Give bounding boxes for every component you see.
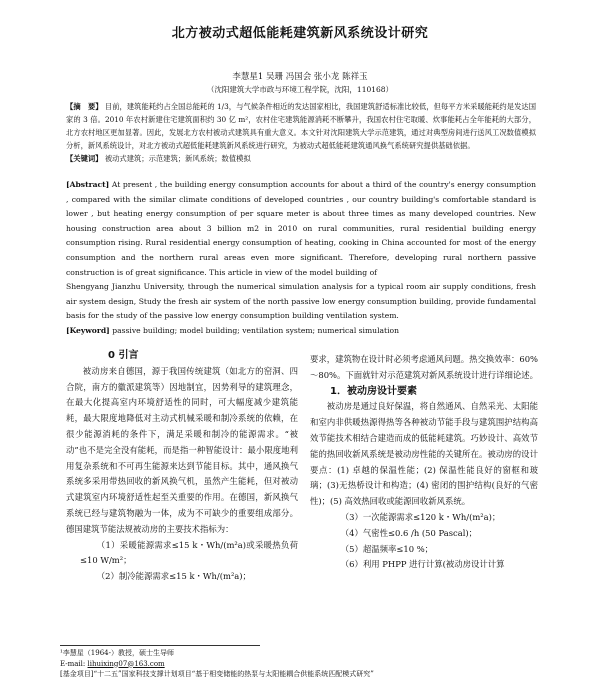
section-1-heading: 1．被动房设计要素 [330, 385, 417, 397]
cn-abstract-text: 目前，建筑能耗约占全国总能耗的 1/3，与气候条件相近的发达国家相比，我国建筑舒适标准比较低，但每平方米采暖能耗约是发达国家的 3 倍。2010 年农村新建住宅建筑面积约 30 亿 m²，农村住宅建筑能源消耗不断攀升，我国农村住宅取暖、炊事能耗占全年能耗的大部分，北方农村地区更加显著。因此，发展北方农村被动式建筑具有重大意义。本文针对沈阳建筑大学示范建筑，通过对典型房间进行送风工况数值模拟分析，新风系统设计，对北方被动式超低能耗建筑新风系统进行研究，为被动式超低能耗建筑通风换气系统研究提供基础依据。 [66, 102, 536, 150]
paper-title: 北方被动式超低能耗建筑新风系统设计研究 [171, 26, 429, 41]
cn-keywords-label: 【关键词】 [66, 154, 103, 163]
en-abstract-text: At present , the building energy consumption accounts for about a third of the country's energy consumption , compared with the similar climate conditions of developed countries , our country building's comfortable standard is lower , but heating energy consumption of per square meter is about three times as many developed countries. New housing construction area about 3 billion m2 in 2010 on rural communities, rural residential building energy consumption rising. Rural residential energy consumption of heating, cooking in China accounted for most of the energy consumption and the northern rural areas even more significant. Therefore, developing rural northern passive construction is of great significance. This article in view of the model building of [66, 180, 536, 277]
footnote-divider [60, 645, 260, 646]
section-1-paragraph: 被动房是通过良好保温，将自然通风、自然采光、太阳能和室内非供暖热源得热等各种被动节能手段与建筑围护结构高效节能技术相结合建造而成的低能耗建筑。巧妙设计、高效节能的热回收新风系统是被动房性能的关键所在。被动房的设计要点：(1) 卓越的保温性能；(2) 保温性能良好的窗框和玻璃；(3)无热桥设计和构造；(4) 密闭的围护结构(良好的气密性)；(5) 高效热回收或能源回收新风系统。 [310, 401, 538, 507]
en-abstract-label: [Abstract] [66, 180, 110, 189]
footnote-fund: [基金项目]“十二五”国家科技支撑计划项目“基于相变储能的热泵与太阳能耦合供能系统匹配模式研究” [60, 670, 374, 678]
requirement-item-1: （1）采暖能源需求≤15 k・Wh/(m²a)或采暖热负荷≤10 W/m²； [80, 539, 298, 566]
footnote-author: ¹李慧星（1964-）教授，硕士生导师 [60, 649, 174, 657]
cn-keywords: 被动式建筑；示范建筑；新风系统；数值模拟 [104, 154, 251, 163]
section-0-heading: 0 引言 [108, 350, 139, 361]
section-0-continuation: 要求，建筑物在设计时必须考虑通风问题。热交换效率：60%～80%。下面就针对示范建筑对新风系统设计进行详细论述。 [310, 354, 538, 380]
requirement-item-5: （5）超温频率≤10 %； [340, 543, 434, 554]
requirement-item-6: （6）利用 PHPP 进行计算(被动房设计计算 [340, 559, 505, 570]
right-column [310, 352, 538, 573]
requirement-item-3: （3）一次能源需求≤120 k・Wh/(m²a)； [340, 511, 501, 522]
english-abstract [66, 178, 536, 339]
en-abstract-text-2: Shengyang Jianzhu University, through the numerical simulation analysis for a typical room air supply conditions, fresh air system design, Study the fresh air system of the north passive low energy consumption building, provide fundamental basis for the study of the passive low energy consumption building ventilation system. [66, 282, 536, 321]
en-keywords: passive building; model building; ventilation system; numerical simulation [112, 325, 399, 335]
left-column [66, 348, 298, 585]
author-list: 李慧星1 吴珊 冯国会 张小龙 陈祥玉 [232, 72, 368, 82]
section-0-paragraph: 被动房来自德国，源于我国传统建筑（如北方的窑洞、四合院，南方的徽派建筑等）因地制宜，因势利导的建筑理念，在最大化提高室内环境舒适性的同时，可大幅度减少建筑能耗，最大限度地降低对主动式机械采暖和制冷系统的依赖，在很少能源消耗的条件下，满足采暖和制冷的能源需求。“被动”也不是完全没有能耗，而是指一种智能设计：最小限度地利用复杂系统和不可再生能源来达到节能目标。其中，通风换气系统多采用带热回收的新风换气机，虽然产生能耗，但对被动式建筑室内环境舒适性起至关重要的作用。在德国，新风换气系统已经与建筑物融为一体，成为不可缺少的重要组成部分。德国建筑节能法规被动房的主要技术指标为： [66, 365, 298, 534]
footnote [60, 648, 540, 680]
chinese-abstract [66, 100, 536, 165]
affiliation: （沈阳建筑大学市政与环境工程学院，沈阳，110168） [206, 85, 394, 94]
cn-abstract-label: 【摘 要】 [66, 102, 103, 111]
requirement-item-2: （2）制冷能源需求≤15 k・Wh/(m²a)； [96, 571, 251, 582]
footnote-email-link[interactable]: lihuixing07@163.com [87, 659, 165, 668]
footnote-email-label: E-mail: [60, 659, 86, 668]
requirement-item-4: （4）气密性≤0.6 /h (50 Pascal)； [340, 527, 478, 538]
en-keywords-label: [Keyword] [66, 325, 110, 335]
